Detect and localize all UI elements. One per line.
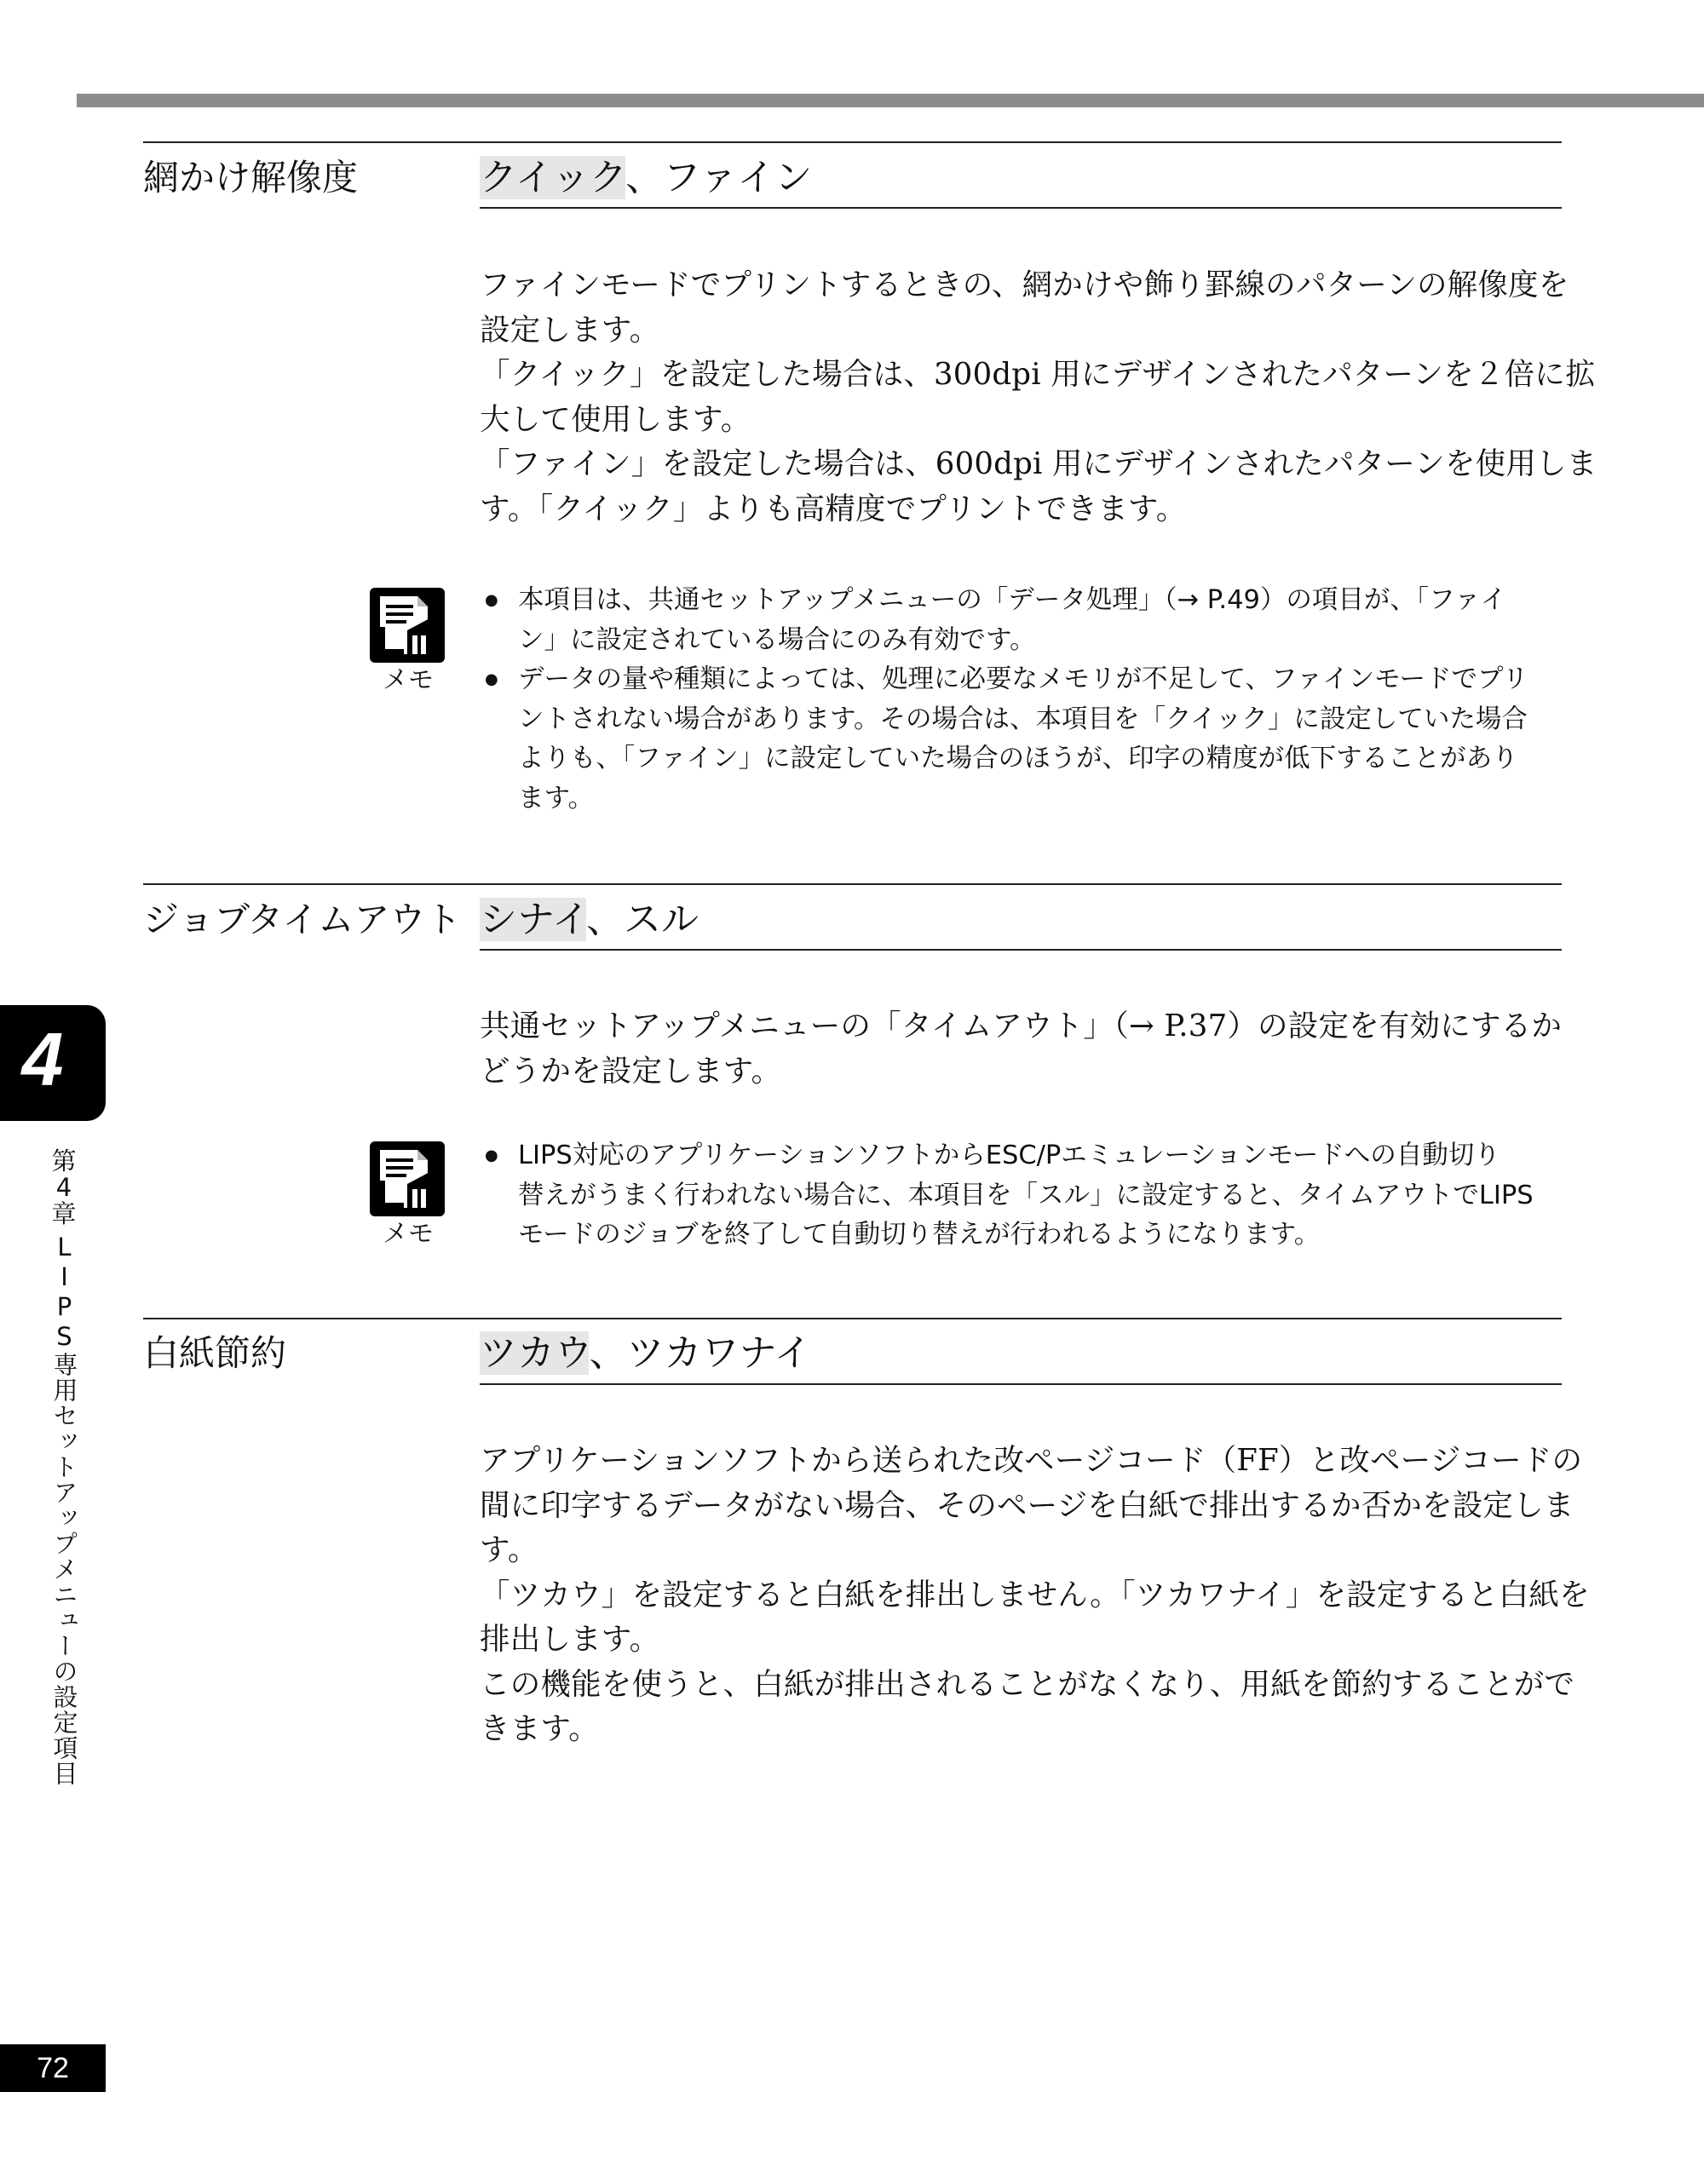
description-line: きます。 <box>480 1711 599 1746</box>
description-line: どうかを設定します。 <box>480 1053 782 1089</box>
setting-label: ジョブタイムアウト <box>143 899 462 940</box>
memo-icon <box>368 1140 448 1249</box>
option-default: シナイ <box>480 898 586 941</box>
memo-label: メモ <box>383 1219 434 1249</box>
memo-line: ● データの量や種類によっては、処理に必要なメモリが不足して、ファインモードでプリ <box>518 664 1528 694</box>
chapter-tab <box>0 1005 106 1121</box>
memo-item <box>480 660 1563 819</box>
description-line: ファインモードでプリントするときの、網かけや飾り罫線のパターンの解像度を <box>480 267 1569 302</box>
memo-icon <box>368 586 448 695</box>
description-line: 「ファイン」を設定した場合は、600dpi 用にデザインされたパターンを使用しま <box>480 446 1598 481</box>
options-rule <box>480 207 1562 209</box>
memo-line: ントされない場合があります。その場合は、本項目を「クイック」に設定していた場合 <box>518 704 1528 734</box>
chapter-side-chapter: 章 <box>51 1199 77 1228</box>
description-line: す。「クイック」よりも高精度でプリントできます。 <box>480 491 1187 526</box>
memo-line: 替えがうまく行われない場合に、本項目を「スル」に設定すると、タイムアウトでLIPS <box>518 1180 1534 1210</box>
chapter-number: 4 <box>21 1017 64 1101</box>
description-line: 設定します。 <box>480 312 660 348</box>
description-line: す。 <box>480 1532 538 1567</box>
description-line: 排出します。 <box>480 1622 660 1657</box>
setting-description <box>480 1004 1563 1094</box>
chapter-side-text: LIPS専用セットアップメニューの設定項目 <box>49 1233 79 1786</box>
memo-line: よりも、「ファイン」に設定していた場合のほうが、印字の精度が低下することがあり <box>518 744 1518 773</box>
chapter-side-title <box>43 1148 85 1786</box>
memo-item <box>480 1136 1563 1256</box>
setting-options <box>480 896 699 944</box>
options-rule <box>480 949 1562 951</box>
memo-line: モードのジョブを終了して自動切り替えが行われるようになります。 <box>518 1220 1321 1250</box>
memo-line: ● 本項目は、共通セットアップメニューの「データ処理」（→ P.49）の項目が、「ファイ <box>518 585 1507 615</box>
setting-label: 白紙節約 <box>143 1332 287 1374</box>
description-line: 「クイック」を設定した場合は、300dpi 用にデザインされたパターンを２倍に拡 <box>480 357 1596 392</box>
description-line: アプリケーションソフトから送られた改ページコード（FF）と改ページコードの <box>480 1443 1583 1478</box>
section-top-rule <box>143 883 1562 885</box>
setting-options <box>480 154 812 202</box>
setting-options <box>480 1330 811 1377</box>
header-bar <box>77 94 1704 107</box>
memo-line: ン」に設定されている場合にのみ有効です。 <box>518 624 1036 655</box>
description-line: 共通セットアップメニューの「タイムアウト」（→ P.37）の設定を有効にするか <box>480 1009 1563 1043</box>
option-default: ツカウ <box>480 1331 590 1375</box>
memo-list <box>480 581 1563 819</box>
option-others: 、ファイン <box>625 156 813 199</box>
memo-glyph-icon <box>368 1140 446 1218</box>
option-others: 、スル <box>585 898 699 941</box>
setting-description <box>480 1439 1590 1752</box>
setting-label: 網かけ解像度 <box>143 157 359 198</box>
setting-description <box>480 263 1598 532</box>
memo-glyph-icon <box>368 586 446 664</box>
memo-item <box>480 581 1563 660</box>
description-line: 大して使用します。 <box>480 401 751 437</box>
memo-label: メモ <box>383 665 434 695</box>
chapter-side-prefix: 第 <box>51 1147 77 1175</box>
memo-line: ● LIPS対応のアプリケーションソフトからESC/Pエミュレーションモードへの自動切り <box>518 1141 1500 1170</box>
section-top-rule <box>143 141 1562 143</box>
description-line: この機能を使うと、白紙が排出されることがなくなり、用紙を節約することがで <box>480 1666 1575 1702</box>
memo-line: ます。 <box>518 783 595 813</box>
options-rule <box>480 1383 1562 1385</box>
memo-list <box>480 1136 1563 1256</box>
description-line: 「ツカウ」を設定すると白紙を排出しません。「ツカワナイ」を設定すると白紙を <box>480 1577 1590 1612</box>
description-line: 間に印字するデータがない場合、そのページを白紙で排出するか否かを設定しま <box>480 1487 1574 1523</box>
option-others: 、ツカワナイ <box>589 1331 812 1375</box>
chapter-side-number: 4 <box>55 1173 72 1202</box>
section-top-rule <box>143 1318 1562 1319</box>
page-number: 72 <box>0 2044 106 2092</box>
option-default: クイック <box>480 156 626 199</box>
